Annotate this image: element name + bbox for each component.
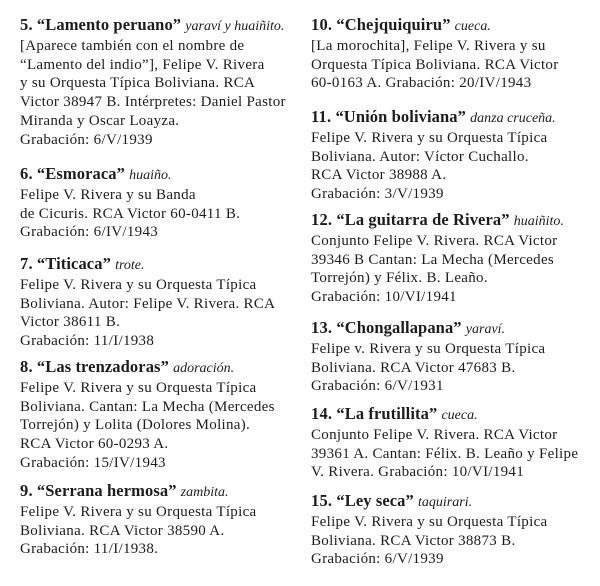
track-detail-line: Grabación: 11/I/1938	[20, 333, 155, 350]
track-title: “Las trenzadoras”	[36, 357, 169, 376]
track-detail-line: Felipe V. Rivera y su Orquesta Típica	[311, 130, 548, 146]
track-genre: taquirari.	[418, 495, 473, 510]
track-detail-line: Felipe V. Rivera y su Orquesta Típica	[20, 277, 257, 293]
track-number: 12.	[311, 210, 333, 229]
track-detail-line: 39361 A. Cantan: Félix. B. Leaño y Felipe	[311, 445, 579, 462]
track-detail-line: [Aparece también con el nombre de	[20, 38, 245, 54]
track-title: “Ley seca”	[336, 491, 414, 510]
track-detail-line: Grabación: 10/VI/1941	[311, 289, 457, 306]
track-genre: adoración.	[173, 361, 235, 376]
track-number: 10.	[311, 15, 333, 34]
track-detail-line: Orquesta Típica Boliviana. RCA Victor	[311, 56, 559, 73]
track-title-line	[20, 481, 256, 503]
track-title: “La frutillita”	[336, 404, 438, 423]
track-title: “La guitarra de Rivera”	[336, 210, 510, 229]
track-detail-line: RCA Victor 38988 A.	[311, 167, 447, 184]
track-genre: danza cruceña.	[470, 111, 556, 126]
track-title-line	[311, 107, 556, 129]
track-genre: huaiño.	[129, 168, 172, 183]
track-detail-line: de Cicuris. RCA Victor 60-0411 B.	[20, 205, 241, 222]
track-title: “Serrana hermosa”	[36, 481, 177, 500]
track-title: “Titicaca”	[36, 254, 111, 273]
track-detail-line: Grabación: 3/V/1939	[311, 186, 444, 203]
track-detail-line: 60-0163 A. Grabación: 20/IV/1943	[311, 75, 532, 92]
track-entry-8	[20, 357, 275, 473]
track-title-line	[311, 15, 559, 37]
track-number: 14.	[311, 404, 333, 423]
track-title: “Chejquiquiru”	[336, 15, 451, 34]
track-detail-line: V. Rivera. Grabación: 10/VI/1941	[311, 464, 525, 481]
track-detail-line: Grabación: 6/IV/1943	[20, 224, 159, 241]
track-detail-line: Grabación: 15/IV/1943	[20, 454, 166, 471]
track-title: “Chongallapana”	[336, 318, 462, 337]
track-genre: zambita.	[180, 485, 229, 500]
track-detail-line: Felipe V. Rivera y su Orquesta Típica	[20, 504, 257, 520]
track-genre: trote.	[115, 258, 145, 273]
track-entry-13	[311, 318, 545, 396]
track-detail-line: Victor 38611 B.	[20, 314, 121, 331]
track-detail-line: Boliviana. RCA Victor 38590 A.	[20, 522, 225, 539]
track-title: “Esmoraca”	[36, 164, 125, 183]
track-entry-7	[20, 254, 275, 351]
track-detail-line: 39346 B Cantan: La Mecha (Mercedes	[311, 251, 555, 268]
track-title: “Lamento peruano”	[36, 15, 182, 34]
track-detail-line: Boliviana. Autor: Víctor Cuchallo.	[311, 148, 529, 165]
track-detail-line: “Lamento del indio”], Felipe V. Rivera	[20, 56, 265, 73]
track-detail-line: Felipe v. Rivera y su Orquesta Típica	[311, 341, 546, 357]
track-detail-line: Conjunto Felipe V. Rivera. RCA Victor	[311, 233, 558, 249]
track-detail-line: Grabación: 11/I/1938.	[20, 541, 159, 558]
track-detail-line: Grabación: 6/V/1931	[311, 378, 444, 395]
track-title: “Unión boliviana”	[335, 107, 466, 126]
track-entry-9	[20, 481, 256, 559]
track-number: 6.	[20, 164, 33, 183]
track-title-line	[20, 15, 286, 37]
track-number: 13.	[311, 318, 333, 337]
track-detail-line: Boliviana. RCA Victor 47683 B.	[311, 359, 516, 376]
track-entry-6	[20, 164, 240, 242]
track-detail-line: Grabación: 6/V/1939	[311, 551, 444, 568]
track-entry-11	[311, 107, 556, 204]
track-entry-10	[311, 15, 559, 93]
track-detail-line: Torrejón) y Félix. B. Leaño.	[311, 270, 488, 287]
track-detail-line: RCA Victor 60-0293 A.	[20, 436, 169, 453]
track-genre: cueca.	[454, 19, 491, 34]
track-entry-5	[20, 15, 286, 149]
track-number: 5.	[20, 15, 33, 34]
track-detail-line: [La morochita], Felipe V. Rivera y su	[311, 38, 546, 54]
track-title-line	[311, 491, 547, 513]
track-detail-line: Felipe V. Rivera y su Orquesta Típica	[20, 380, 257, 396]
track-number: 15.	[311, 491, 333, 510]
track-title-line	[20, 164, 240, 186]
track-detail-line: Boliviana. Cantan: La Mecha (Mercedes	[20, 398, 275, 415]
track-detail-line: Boliviana. RCA Victor 38873 B.	[311, 532, 516, 549]
track-number: 8.	[20, 357, 33, 376]
track-number: 9.	[20, 481, 33, 500]
track-title-line	[20, 254, 275, 276]
track-entry-15	[311, 491, 547, 569]
track-detail-line: Boliviana. Autor: Felipe V. Rivera. RCA	[20, 295, 276, 312]
track-detail-line: Grabación: 6/V/1939	[20, 131, 153, 148]
track-genre: yaraví y huaiñito.	[185, 19, 285, 34]
track-detail-line: Conjunto Felipe V. Rivera. RCA Victor	[311, 427, 558, 443]
track-detail-line: Victor 38947 B. Intérpretes: Daniel Pastor	[20, 94, 286, 111]
track-detail-line: Felipe V. Rivera y su Banda	[20, 187, 196, 203]
track-detail-line: Miranda y Oscar Loayza.	[20, 112, 180, 129]
track-number: 11.	[311, 107, 332, 126]
track-entry-14	[311, 404, 578, 482]
track-detail-line: y su Orquesta Típica Boliviana. RCA	[20, 75, 256, 92]
track-detail-line: Felipe V. Rivera y su Orquesta Típica	[311, 514, 548, 530]
track-genre: yaraví.	[465, 322, 506, 337]
track-entry-12	[311, 210, 564, 307]
track-title-line	[311, 210, 564, 232]
track-title-line	[20, 357, 275, 379]
track-title-line	[311, 404, 578, 426]
track-number: 7.	[20, 254, 33, 273]
track-detail-line: Torrejón) y Lolita (Dolores Molina).	[20, 417, 251, 434]
track-genre: cueca.	[441, 408, 478, 423]
track-genre: huaiñito.	[513, 214, 564, 229]
track-title-line	[311, 318, 545, 340]
